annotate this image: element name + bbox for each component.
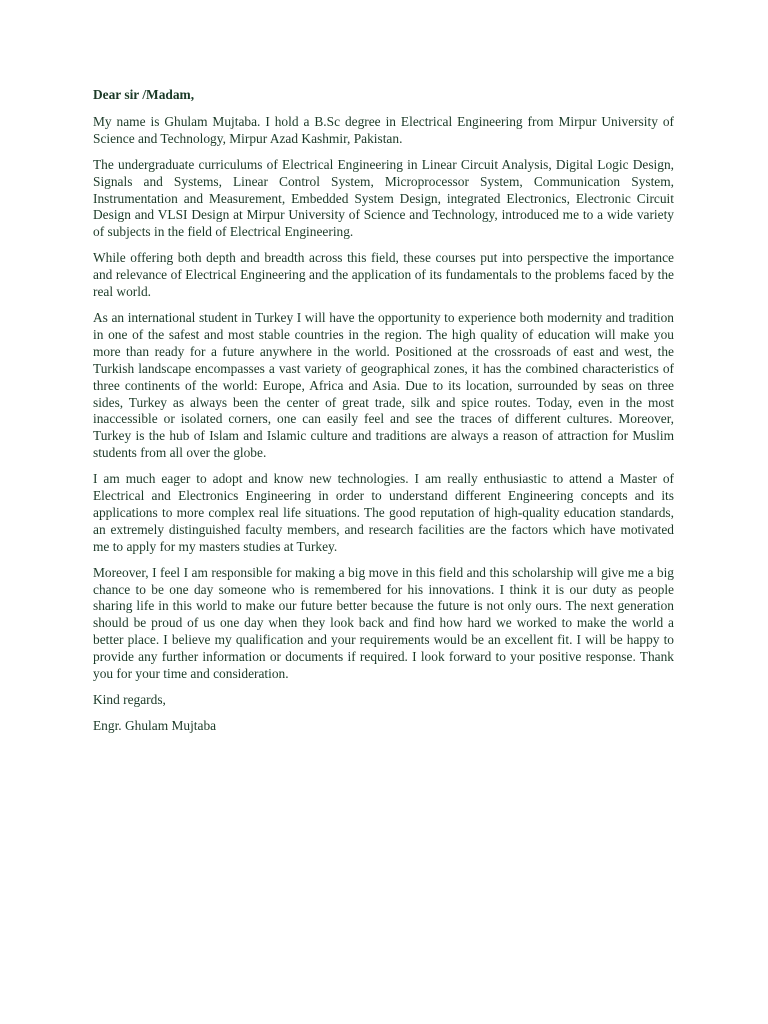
paragraph-conclusion: Moreover, I feel I am responsible for making a big move in this field and this scholarship will give me a big chance to be one day someone who is remembered for his innovations. I think it is our duty as people sharing life in this world to make our future better because the future is not only ours. The next generation should be proud of us one day when they look back and find how hard we worked to make the world a better place. I believe my qualification and your requirements would be an excellent fit. I will be happy to provide any further information or documents if required. I look forward to your positive response. Thank you for your time and consideration. bbox=[93, 564, 674, 682]
closing: Kind regards, bbox=[93, 692, 166, 707]
paragraph-curriculum: The undergraduate curriculums of Electrical Engineering in Linear Circuit Analysis, Digital Logic Design, Signals and Systems, Linear Control System, Microprocessor System, Communication System, Instrumentation and Measurement, Embedded System Design, integrated Electronics, Electronic Circuit Design and VLSI Design at Mirpur University of Science and Technology, introduced me to a wide variety of subjects in the field of Electrical Engineering. bbox=[93, 156, 674, 240]
salutation: Dear sir /Madam, bbox=[93, 87, 195, 102]
letter-page bbox=[93, 87, 674, 735]
paragraph-introduction: My name is Ghulam Mujtaba. I hold a B.Sc degree in Electrical Engineering from Mirpur University of Science and Technology, Mirpur Azad Kashmir, Pakistan. bbox=[93, 113, 674, 146]
signature: Engr. Ghulam Mujtaba bbox=[93, 717, 217, 733]
paragraph-perspective: While offering both depth and breadth across this field, these courses put into perspective the importance and relevance of Electrical Engineering and the application of its fundamentals to the problems faced by the real world. bbox=[93, 250, 674, 300]
paragraph-motivation: I am much eager to adopt and know new technologies. I am really enthusiastic to attend a Master of Electrical and Electronics Engineering in order to understand different Engineering concepts and its applications to more complex real life situations. The good reputation of high-quality education standards, an extremely distinguished faculty members, and research facilities are the factors which have motivated me to apply for my masters studies at Turkey. bbox=[93, 471, 674, 554]
paragraph-turkey: As an international student in Turkey I will have the opportunity to experience both modernity and tradition in one of the safest and most stable countries in the region. The high quality of education will make you more than ready for a future anywhere in the world. Positioned at the crossroads of east and west, the Turkish landscape encompasses a vast variety of geographical zones, it has the combined characteristics of three continents of the world: Europe, Africa and Asia. Due to its location, surrounded by seas on three sides, Turkey as always been the center of great trade, silk and spice routes. Today, even in the most inaccessible or isolated corners, one can easily feel and see the traces of different cultures. Moreover, Turkey is the hub of Islam and Islamic culture and traditions are always a reason of attraction for Muslim students from all over the globe. bbox=[93, 309, 674, 461]
